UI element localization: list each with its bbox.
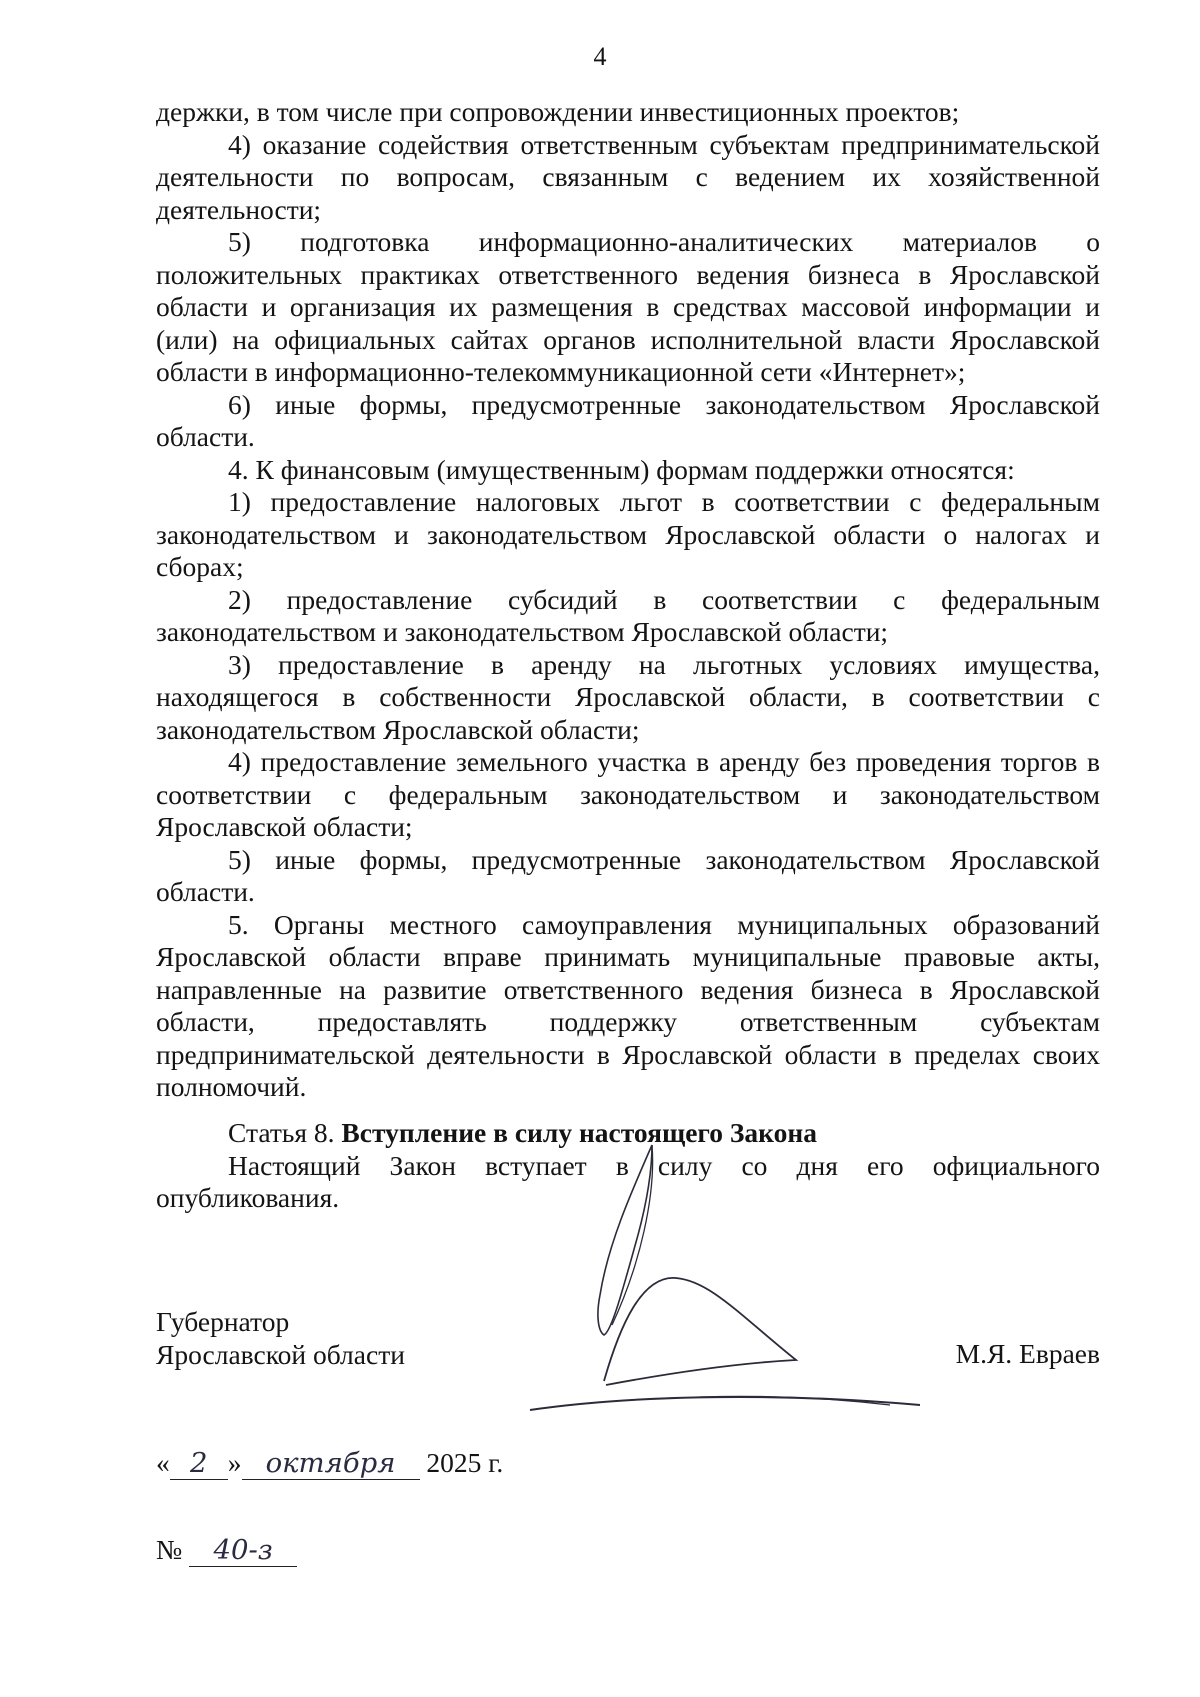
handwritten-signature [560, 1135, 980, 1415]
page-number: 4 [593, 42, 607, 71]
date-open-quote: « [156, 1447, 170, 1478]
paragraph: 6) иные формы, предусмотренные законодательством Ярославской области. [156, 388, 1100, 452]
date-day: 2 [170, 1447, 228, 1480]
paragraph: 5. Органы местного самоуправления муниципальных образований Ярославской области вправе принимать муниципальные правовые акты, направленные на развитие ответственного ведения бизнеса в Ярославской области, предоставлять поддержку ответственным субъектам предпринимательской деятельности в Ярославской области в пределах своих полномочий. [156, 908, 1100, 1102]
paragraph: держки, в том числе при сопровождении инвестиционных проектов; [156, 96, 960, 127]
paragraph: 2) предоставление субсидий в соответствии с федеральным законодательством и законодательством Ярославской области; [156, 583, 1100, 647]
governor-title [156, 1306, 405, 1371]
law-number: 40-з [189, 1534, 297, 1567]
paragraph: 3) предоставление в аренду на льготных условиях имущества, находящегося в собственности Ярославской области, в соответствии с законодательством Ярославской области; [156, 648, 1100, 745]
paragraph: 4. К финансовым (имущественным) формам поддержки относятся: [228, 453, 1015, 485]
governor-title-line2: Ярославской области [156, 1338, 405, 1370]
governor-name: М.Я. Евраев [955, 1338, 1100, 1369]
date-line [156, 1447, 503, 1480]
law-number-prefix: № [156, 1534, 183, 1565]
paragraph: 5) иные формы, предусмотренные законодательством Ярославской области. [156, 843, 1100, 907]
paragraph: 4) предоставление земельного участка в аренду без проведения торгов в соответствии с федеральным законодательством и законодательством Ярославской области; [156, 746, 1100, 842]
governor-title-line1: Губернатор [156, 1306, 290, 1337]
date-month: октября [242, 1447, 420, 1480]
law-number-line [156, 1534, 297, 1567]
paragraph: 4) оказание содействия ответственным субъектам предпринимательской деятельности по вопросам, связанным с ведением их хозяйственной деятельности; [156, 128, 1100, 225]
document-body [156, 96, 1100, 1104]
article-number: Статья 8. [228, 1117, 335, 1148]
date-close-quote: » [227, 1447, 242, 1478]
article-text: Настоящий Закон вступает в силу со дня его официального опубликования. [156, 1149, 1100, 1213]
paragraph: 1) предоставление налоговых льгот в соответствии с федеральным законодательством и законодательством Ярославской области о налогах и сборах; [156, 486, 1100, 582]
article-title: Вступление в силу настоящего Закона [341, 1117, 817, 1148]
paragraph: 5) подготовка информационно-аналитических материалов о положительных практиках ответственного ведения бизнеса в Ярославской области и организация их размещения в средствах массовой информации и (или) на официальных сайтах органов исполнительной власти Ярославской области в информационно-телекоммуникационной сети «Интернет»; [156, 226, 1100, 387]
date-year: 2025 г. [426, 1447, 504, 1478]
